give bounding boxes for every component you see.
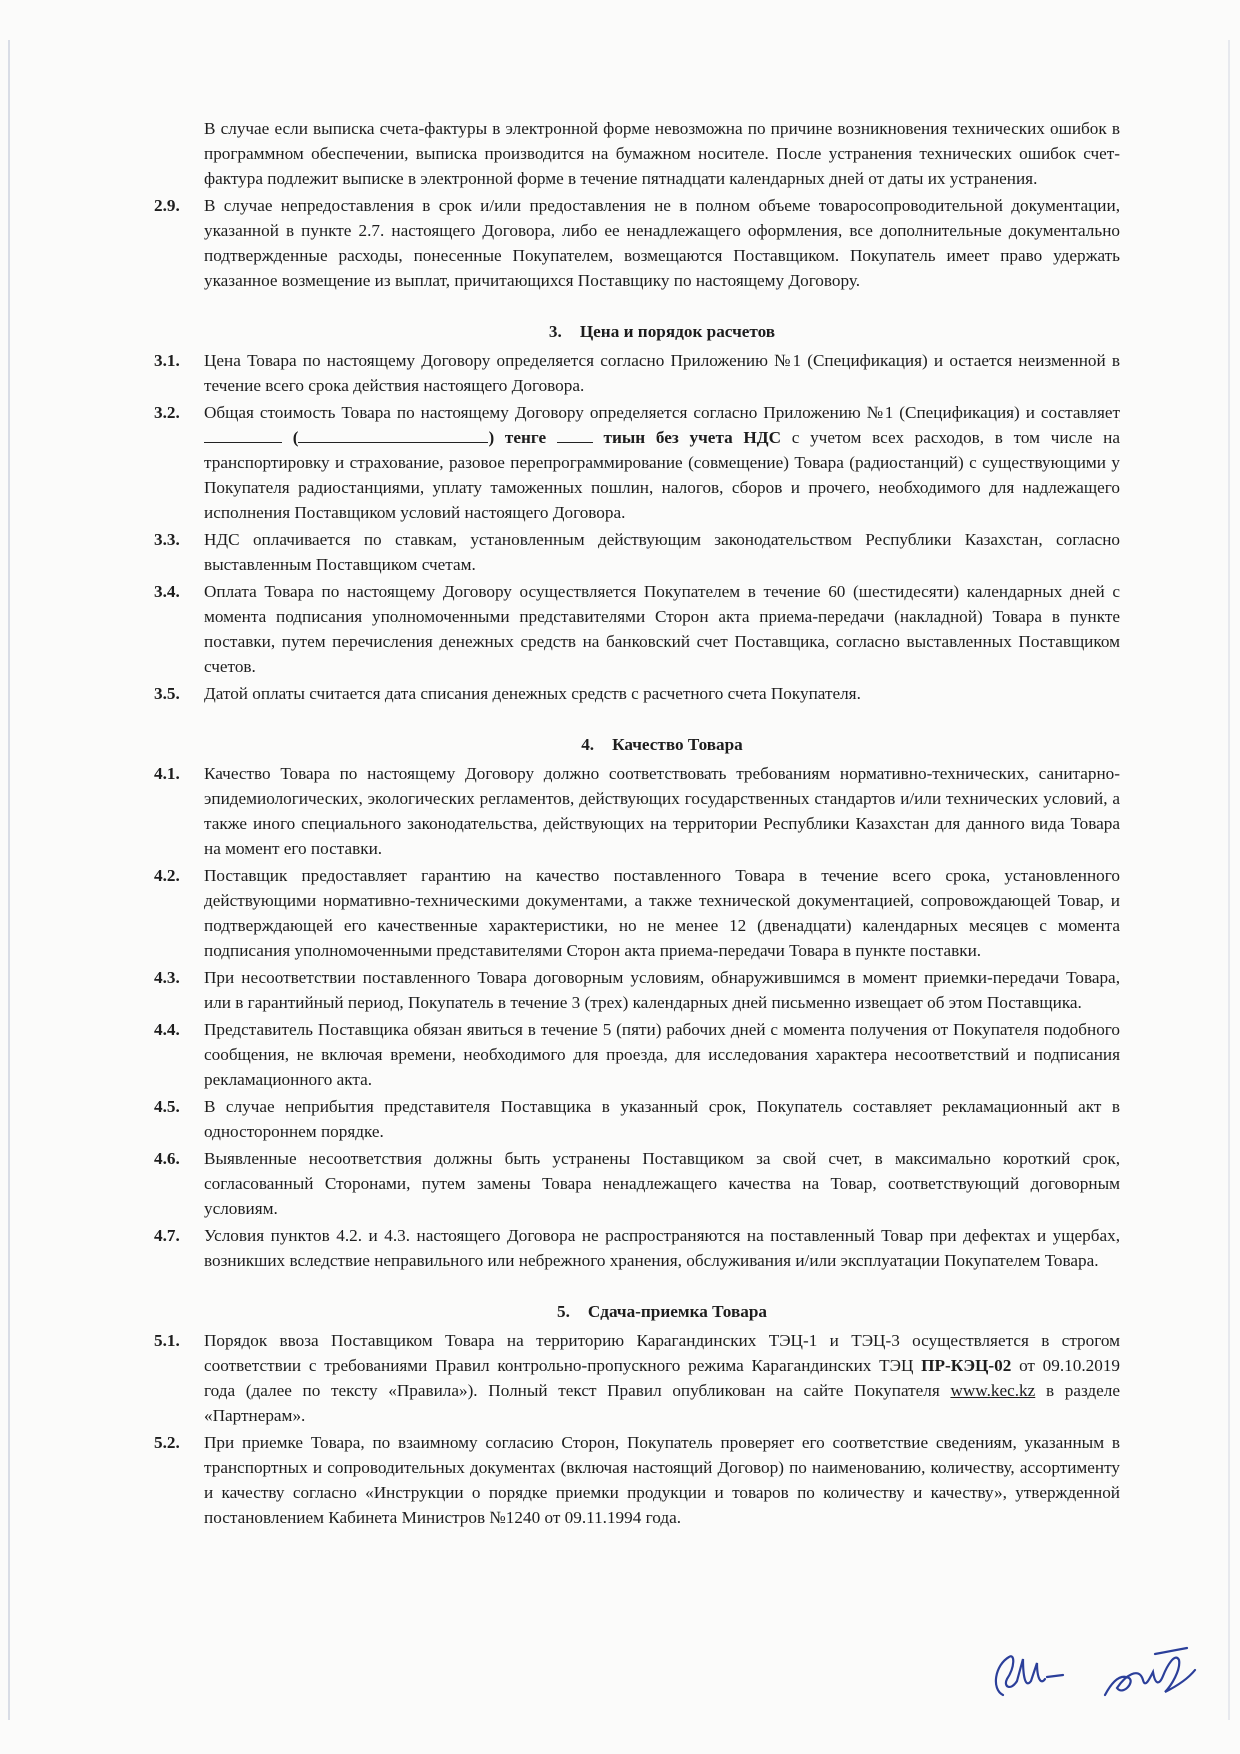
clause-2-9 bbox=[154, 193, 1120, 293]
clause-4-2 bbox=[154, 863, 1120, 963]
clause-5-2 bbox=[154, 1430, 1120, 1530]
clause-number: 4.1. bbox=[154, 764, 180, 783]
amount-words-blank[interactable] bbox=[298, 425, 488, 443]
clause-number: 5.2. bbox=[154, 1433, 180, 1452]
clause-number: 4.7. bbox=[154, 1226, 180, 1245]
clause-text: Поставщик предоставляет гарантию на качество поставленного Товара в течение всего срока, установленного действующими нормативно-техническими документами, а также технической документацией, сопровождающей Товар, и подтверждающей его качественные характеристики, но не менее 12 (двенадцати) календарных месяцев с момента подписания уполномоченными представителями Сторон акта приема-передачи Товара в пункте поставки. bbox=[204, 866, 1120, 960]
clause-4-4 bbox=[154, 1017, 1120, 1092]
scan-edge-right bbox=[1228, 40, 1230, 1720]
section-title: Качество Товара bbox=[612, 735, 743, 754]
clause-number: 3.1. bbox=[154, 351, 180, 370]
clause-number: 4.5. bbox=[154, 1097, 180, 1116]
amount-blank[interactable] bbox=[204, 425, 282, 443]
rules-code: ПР-КЭЦ-02 bbox=[921, 1356, 1012, 1375]
clause-text-continued: от 09.10.2019 года (далее по тексту «Правила»). Полный текст Правил опубликован на сайте Покупателя bbox=[204, 1356, 1121, 1400]
signature-left-icon bbox=[985, 1645, 1075, 1705]
scan-edge-left bbox=[8, 40, 10, 1720]
clause-text-end: в разделе «Партнерам». bbox=[204, 1381, 1121, 1425]
signature-right-icon bbox=[1095, 1640, 1205, 1710]
section-number: 3. bbox=[548, 322, 562, 341]
clause-text: Представитель Поставщика обязан явиться в течение 5 (пяти) рабочих дней с момента получения от Покупателя подобного сообщения, не включая времени, необходимого для проезда, для исследования характера несоответствий и подписания рекламационного акта. bbox=[204, 1020, 1120, 1089]
clause-4-5 bbox=[154, 1094, 1120, 1144]
website-link[interactable]: www.kec.kz bbox=[950, 1381, 1036, 1400]
clause-3-2 bbox=[154, 400, 1120, 525]
section-title: Цена и порядок расчетов bbox=[579, 322, 776, 341]
clause-text: В случае неприбытия представителя Поставщика в указанный срок, Покупатель составляет рекламационный акт в одностороннем порядке. bbox=[204, 1097, 1120, 1141]
clause-text: Качество Товара по настоящему Договору должно соответствовать требованиям нормативно-технических, санитарно-эпидемиологических, экологических регламентов, действующих государственных стандартов и/или технических условий, а также иного специального законодательства, действующих на территории Республики Казахстан для данного вида Товара на момент его поставки. bbox=[204, 764, 1120, 858]
section-3-heading bbox=[160, 319, 1120, 344]
clause-text: Условия пунктов 4.2. и 4.3. настоящего Договора не распространяются на поставленный Товар при дефектах и ущербах, возникших вследствие неправильного или небрежного хранения, обслуживания и/или эксплуатации Покупателем Товара. bbox=[204, 1226, 1120, 1270]
clause-text: НДС оплачивается по ставкам, установленным действующим законодательством Республики Казахстан, согласно выставленным Поставщиком счетам. bbox=[204, 530, 1120, 574]
section-title: Сдача-приемка Товара bbox=[587, 1302, 768, 1321]
clause-3-4 bbox=[154, 579, 1120, 679]
clause-text: Порядок ввоза Поставщиком Товара на территорию Карагандинских ТЭЦ-1 и ТЭЦ-3 осуществляется в строгом соответствии с требованиями Правил контрольно-пропускного режима Карагандинских ТЭЦ bbox=[204, 1331, 1120, 1375]
clause-number: 3.3. bbox=[154, 530, 180, 549]
tiyn-label: тиын без учета НДС bbox=[603, 428, 782, 447]
clause-number: 3.2. bbox=[154, 403, 180, 422]
section-5-heading bbox=[160, 1299, 1120, 1324]
clause-text: В случае непредоставления в срок и/или предоставления не в полном объеме товаросопроводительной документации, указанной в пункте 2.7. настоящего Договора, либо ее ненадлежащего оформления, все дополнительные документально подтвержденные расходы, понесенные Покупателем, возмещаются Поставщиком. Покупатель имеет право удержать указанное возмещение из выплат, причитающихся Поставщику по настоящему Договору. bbox=[204, 196, 1120, 290]
clause-text: Оплата Товара по настоящему Договору осуществляется Покупателем в течение 60 (шестидесяти) календарных дней с момента подписания уполномоченными представителями Сторон акта приема-передачи (накладной) Товара в пункте поставки, путем перечисления денежных средств на банковский счет Поставщика, согласно выставленных Поставщиком счетов. bbox=[204, 582, 1120, 676]
clause-number: 4.2. bbox=[154, 866, 180, 885]
clause-text: Датой оплаты считается дата списания денежных средств с расчетного счета Покупателя. bbox=[204, 684, 861, 703]
clause-text: Цена Товара по настоящему Договору определяется согласно Приложению №1 (Спецификация) и остается неизменной в течение всего срока действия настоящего Договора. bbox=[204, 351, 1120, 395]
clause-number: 4.3. bbox=[154, 968, 180, 987]
clause-text: Общая стоимость Товара по настоящему Договору определяется согласно Приложению №1 (Спецификация) и составляет bbox=[204, 403, 1120, 422]
clause-4-7 bbox=[154, 1223, 1120, 1273]
clause-3-3 bbox=[154, 527, 1120, 577]
clause-text: При несоответствии поставленного Товара договорным условиям, обнаружившимся в момент приемки-передачи Товара, или в гарантийный период, Покупатель в течение 3 (трех) календарных дней письменно извещает об этом Поставщика. bbox=[204, 968, 1120, 1012]
clause-number: 4.4. bbox=[154, 1020, 180, 1039]
tiyn-blank[interactable] bbox=[557, 425, 593, 443]
clause-5-1 bbox=[154, 1328, 1121, 1428]
clause-4-6 bbox=[154, 1146, 1120, 1221]
clause-text-continued: с учетом всех расходов, в том числе на транспортировку и страхование, разовое перепрограммирование (совмещение) Товара (радиостанций) с существующими у Покупателя радиостанциями, уплату таможенных пошлин, налогов, сборов и прочего, необходимого для надлежащего исполнения Поставщиком условий настоящего Договора. bbox=[204, 428, 1120, 522]
intro-paragraph: В случае если выписка счета-фактуры в электронной форме невозможна по причине возникновения технических ошибок в программном обеспечении, выписка производится на бумажном носителе. После устранения технических ошибок счет-фактура подлежит выписке в электронной форме в течение пятнадцати календарных дней от даты их устранения. bbox=[204, 119, 1120, 188]
clause-4-1 bbox=[154, 761, 1120, 861]
section-number: 4. bbox=[581, 735, 595, 754]
clause-number: 5.1. bbox=[154, 1331, 180, 1350]
clause-3-5 bbox=[154, 681, 1120, 706]
clause-text: Выявленные несоответствия должны быть устранены Поставщиком за свой счет, в максимально короткий срок, согласованный Сторонами, путем замены Товара ненадлежащего качества на Товар, соответствующий договорным условиям. bbox=[204, 1149, 1120, 1218]
open-paren: ( bbox=[292, 428, 299, 447]
clause-number: 3.5. bbox=[154, 684, 180, 703]
section-4-heading bbox=[160, 732, 1120, 757]
clause-text: При приемке Товара, по взаимному согласию Сторон, Покупатель проверяет его соответствие сведениям, указанным в транспортных и сопроводительных документах (включая настоящий Договор) по наименованию, количеству, ассортименту и качеству согласно «Инструкции о порядке приемки продукции и товаров по количеству и качеству», утвержденной постановлением Кабинета Министров №1240 от 09.11.1994 года. bbox=[204, 1433, 1120, 1527]
clause-3-1 bbox=[154, 348, 1120, 398]
clause-number: 4.6. bbox=[154, 1149, 180, 1168]
clause-number: 2.9. bbox=[154, 196, 180, 215]
section-number: 5. bbox=[556, 1302, 570, 1321]
clause-4-3 bbox=[154, 965, 1120, 1015]
clause-number: 3.4. bbox=[154, 582, 180, 601]
tenge-label: ) тенге bbox=[488, 428, 547, 447]
document-body bbox=[154, 116, 1121, 1532]
